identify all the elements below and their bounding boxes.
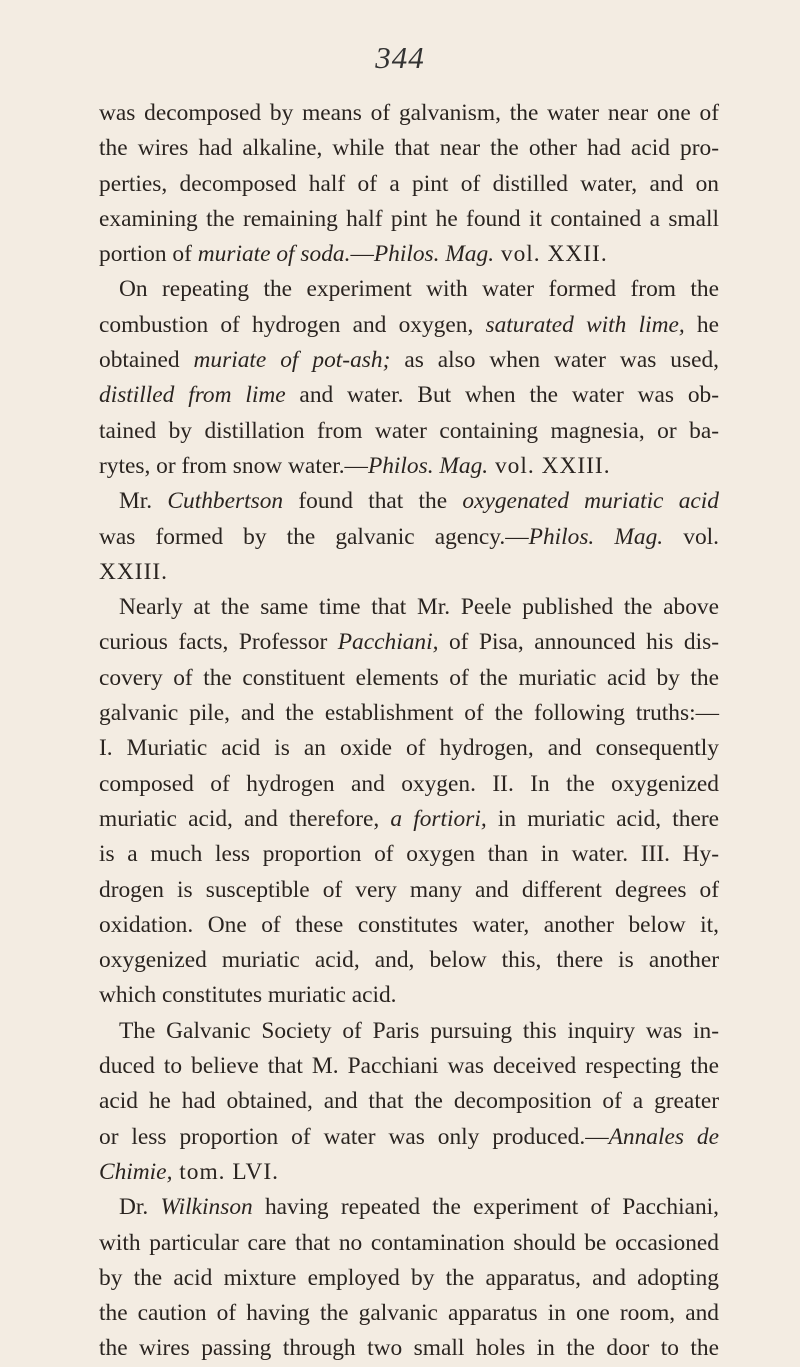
text-line: I. Muriatic acid is an oxide of hydrogen, and consequently	[99, 735, 719, 762]
text-line: distilled from lime and water. But when the water was ob-	[99, 382, 719, 409]
text-line: is a much less proportion of oxygen than in water. III. Hy-	[99, 841, 719, 868]
text-line: the wires passing through two small holes in the door to the	[99, 1335, 719, 1362]
text-line: acid he had obtained, and that the decomposition of a greater	[99, 1088, 719, 1115]
text-line: composed of hydrogen and oxygen. II. In the oxygenized	[99, 770, 719, 797]
text-line: which constitutes muriatic acid.	[99, 982, 397, 1009]
text-line: muriatic acid, and therefore, a fortiori, in muriatic acid, there	[99, 805, 719, 832]
text-line: examining the remaining half pint he found it contained a small	[99, 205, 719, 232]
text-line: with particular care that no contamination should be occasioned	[99, 1229, 719, 1256]
text-line: tained by distillation from water containing magnesia, or ba-	[99, 417, 719, 444]
text-line: perties, decomposed half of a pint of distilled water, and on	[99, 170, 719, 197]
body-text	[99, 96, 719, 1367]
text-line: by the acid mixture employed by the apparatus, and adopting	[99, 1264, 719, 1291]
page-number: 344	[375, 40, 425, 75]
text-line: Chimie, tom. LVI.	[99, 1158, 280, 1185]
text-line: combustion of hydrogen and oxygen, saturated with lime, he	[99, 311, 719, 338]
text-line: duced to believe that M. Pacchiani was deceived respecting the	[99, 1053, 719, 1080]
text-line: Nearly at the same time that Mr. Peele published the above	[119, 594, 719, 621]
text-line: Dr. Wilkinson having repeated the experiment of Pacchiani,	[119, 1194, 719, 1221]
text-line: The Galvanic Society of Paris pursuing this inquiry was in-	[119, 1017, 719, 1044]
text-line: portion of muriate of soda.—Philos. Mag. vol. XXII.	[99, 241, 608, 268]
text-line: the caution of having the galvanic apparatus in one room, and	[99, 1300, 719, 1327]
text-line: drogen is susceptible of very many and different degrees of	[99, 876, 719, 903]
text-line: covery of the constituent elements of the muriatic acid by the	[99, 664, 719, 691]
text-line: Mr. Cuthbertson found that the oxygenated muriatic acid	[119, 488, 719, 515]
text-line: or less proportion of water was only produced.—Annales de	[99, 1123, 719, 1150]
text-line: curious facts, Professor Pacchiani, of Pisa, announced his dis-	[99, 629, 720, 656]
text-line: XXIII.	[99, 558, 168, 585]
text-line: On repeating the experiment with water formed from the	[119, 276, 719, 303]
text-line: was decomposed by means of galvanism, the water near one of	[99, 100, 719, 126]
text-line: rytes, or from snow water.—Philos. Mag. vol. XXIII.	[99, 452, 611, 479]
text-line: oxidation. One of these constitutes water, another below it,	[99, 911, 719, 938]
text-line: was formed by the galvanic agency.—Philos. Mag. vol.	[99, 523, 719, 550]
text-line: obtained muriate of pot-ash; as also when water was used,	[99, 347, 719, 374]
text-line: galvanic pile, and the establishment of the following truths:—	[99, 700, 719, 727]
text-line: the wires had alkaline, while that near the other had acid pro-	[99, 135, 719, 162]
text-line: oxygenized muriatic acid, and, below this, there is another	[99, 947, 719, 974]
